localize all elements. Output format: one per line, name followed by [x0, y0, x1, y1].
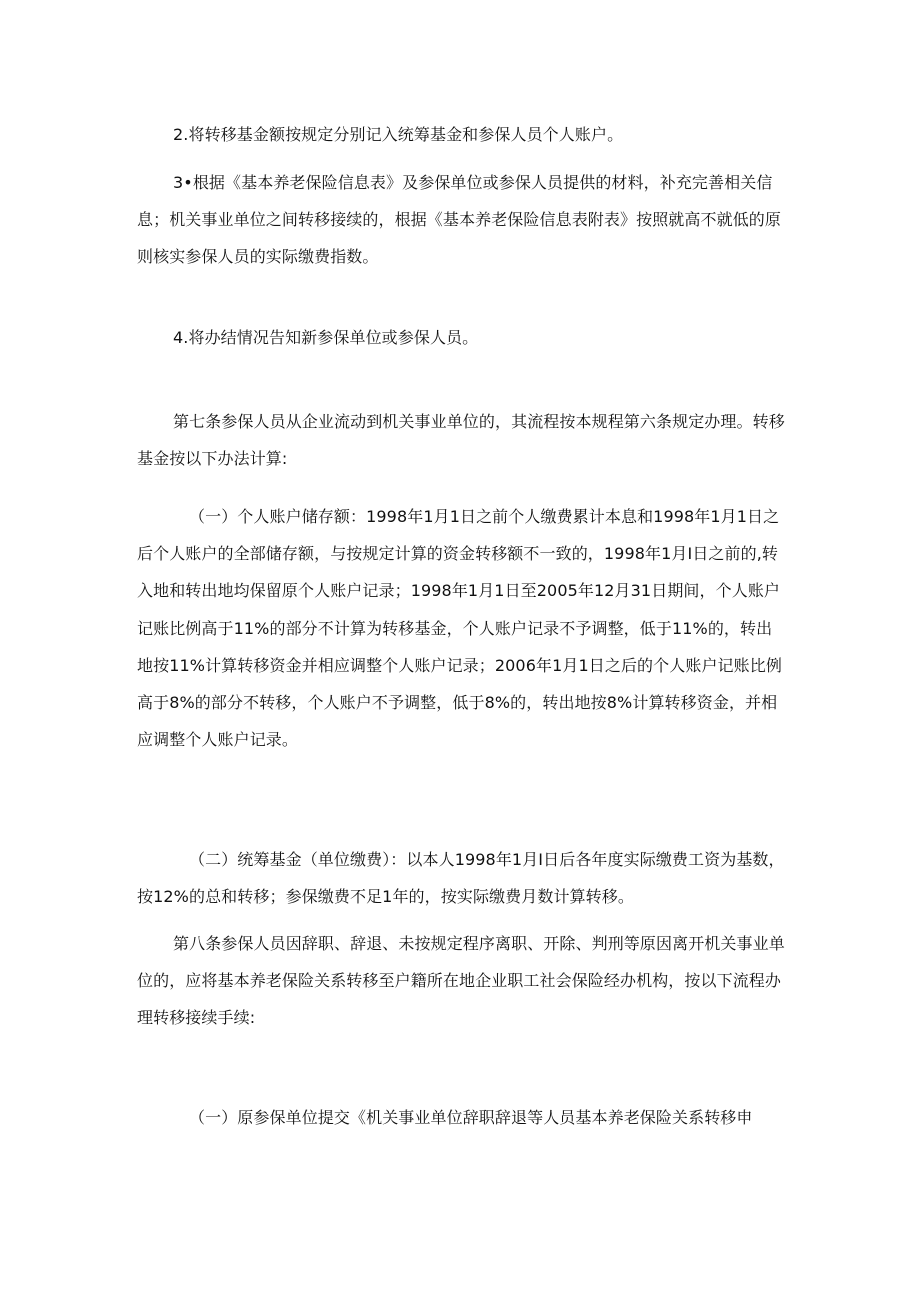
paragraph-article-8-part-1: （一）原参保单位提交《机关事业单位辞职辞退等人员基本养老保险关系转移申: [189, 1108, 753, 1127]
paragraph-item-2: 2.将转移基金额按规定分别记入统筹基金和参保人员个人账户。: [173, 125, 624, 144]
paragraph-item-3: 3•根据《基本养老保险信息表》及参保单位或参保人员提供的材料，补充完善相关信息；机关事业单位之间转移接续的，根据《基本养老保险信息表附表》按照就高不就低的原则核实参保人员的实际缴费指数。: [137, 173, 782, 267]
paragraph-article-7-part-2: （二）统筹基金（单位缴费）：以本人1998年1月I日后各年度实际缴费工资为基数，按12%的总和转移；参保缴费不足1年的，按实际缴费月数计算转移。: [137, 850, 785, 907]
paragraph-item-4: 4.将办结情况告知新参保单位或参保人员。: [173, 328, 479, 347]
paragraph-article-7-part-1: （一）个人账户储存额：1998年1月1日之前个人缴费累计本息和1998年1月1日之后个人账户的全部储存额，与按规定计算的资金转移额不一致的，1998年1月I日之前的,转入地和转出地均保留原个人账户记录；1998年1月1日至2005年12月31日期间，个人账户记账比例高于11%的部分不计算为转移基金，个人账户记录不予调整，低于11%的，转出地按11%计算转移资金并相应调整个人账户记录；2006年1月1日之后的个人账户记账比例高于8%的部分不转移，个人账户不予调整，低于8%的，转出地按8%计算转移资金，并相应调整个人账户记录。: [137, 507, 782, 750]
paragraph-article-8: 第八条参保人员因辞职、辞退、未按规定程序离职、开除、判刑等原因离开机关事业单位的，应将基本养老保险关系转移至户籍所在地企业职工社会保险经办机构，按以下流程办理转移接续手续:: [137, 934, 785, 1028]
paragraph-article-7: 第七条参保人员从企业流动到机关事业单位的，其流程按本规程第六条规定办理。转移基金按以下办法计算:: [137, 412, 785, 469]
